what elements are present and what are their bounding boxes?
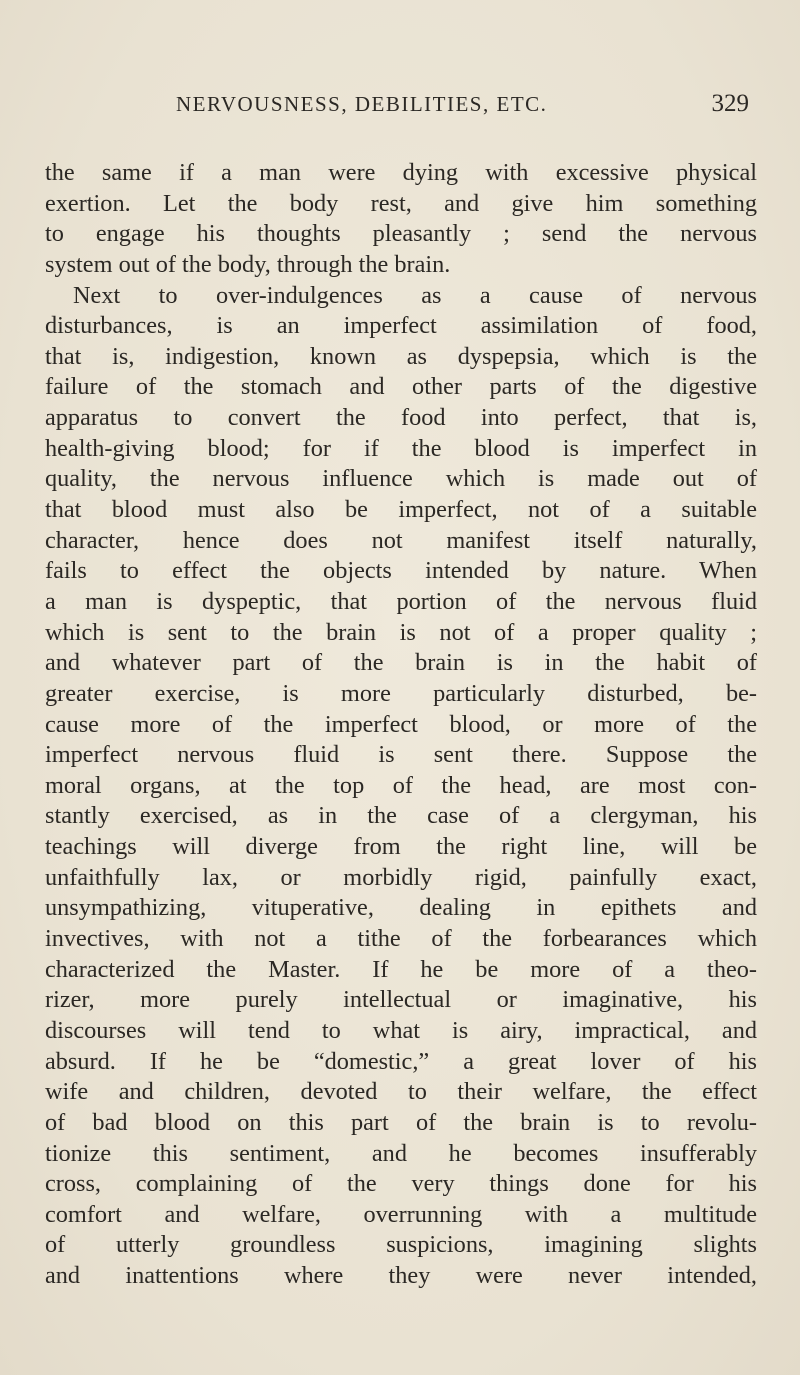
text-line: to engage his thoughts pleasantly ; send the nervous bbox=[45, 220, 757, 248]
text-line: which is sent to the brain is not of a proper quality ; bbox=[45, 618, 757, 646]
text-line: failure of the stomach and other parts of the digestive bbox=[45, 373, 757, 401]
text-line: rizer, more purely intellectual or imaginative, his bbox=[45, 986, 757, 1014]
text-line: a man is dyspeptic, that portion of the nervous fluid bbox=[45, 587, 757, 615]
text-line: and inattentions where they were never intended, bbox=[45, 1262, 757, 1290]
text-line: and whatever part of the brain is in the habit of bbox=[45, 649, 757, 677]
text-line: stantly exercised, as in the case of a clergyman, his bbox=[45, 802, 757, 830]
text-line: wife and children, devoted to their welfare, the effect bbox=[45, 1078, 757, 1106]
text-line: discourses will tend to what is airy, impractical, and bbox=[45, 1016, 757, 1044]
text-line: unsympathizing, vituperative, dealing in epithets and bbox=[45, 894, 757, 922]
text-line: exertion. Let the body rest, and give him something bbox=[45, 189, 757, 217]
text-line: greater exercise, is more particularly disturbed, be- bbox=[45, 679, 757, 707]
text-line: apparatus to convert the food into perfect, that is, bbox=[45, 404, 757, 432]
running-head bbox=[150, 92, 750, 132]
text-line: disturbances, is an imperfect assimilation of food, bbox=[45, 312, 757, 340]
text-line: invectives, with not a tithe of the forbearances which bbox=[45, 925, 757, 953]
text-line: the same if a man were dying with excessive physical bbox=[45, 159, 757, 186]
page-number: 329 bbox=[711, 90, 749, 117]
running-head-title: NERVOUSNESS, DEBILITIES, ETC. bbox=[176, 92, 548, 116]
text-line: that is, indigestion, known as dyspepsia, which is the bbox=[45, 342, 757, 370]
text-line: characterized the Master. If he be more of a theo- bbox=[45, 955, 757, 983]
text-line: cross, complaining of the very things done for his bbox=[45, 1170, 757, 1198]
body-text bbox=[45, 158, 757, 1292]
text-line: that blood must also be imperfect, not of a suitable bbox=[45, 496, 757, 524]
text-line: absurd. If he be “domestic,” a great lover of his bbox=[45, 1047, 757, 1075]
text-line: health-giving blood; for if the blood is imperfect in bbox=[45, 434, 757, 462]
text-line: of utterly groundless suspicions, imagining slights bbox=[45, 1231, 757, 1259]
text-line: character, hence does not manifest itself naturally, bbox=[45, 526, 757, 554]
text-line: of bad blood on this part of the brain is to revolu- bbox=[45, 1108, 757, 1136]
text-line: system out of the body, through the brain. bbox=[45, 250, 451, 278]
text-line: fails to effect the objects intended by nature. When bbox=[45, 557, 757, 585]
text-line: cause more of the imperfect blood, or more of the bbox=[45, 710, 757, 738]
text-line: moral organs, at the top of the head, are most con- bbox=[45, 771, 757, 799]
text-line: comfort and welfare, overrunning with a multitude bbox=[45, 1200, 757, 1228]
text-line: teachings will diverge from the right line, will be bbox=[45, 833, 757, 861]
paragraph-start-line: Next to over-indulgences as a cause of nervous bbox=[73, 281, 757, 309]
text-line: unfaithfully lax, or morbidly rigid, painfully exact, bbox=[45, 863, 757, 891]
text-line: quality, the nervous influence which is made out of bbox=[45, 465, 757, 493]
text-line: imperfect nervous fluid is sent there. Suppose the bbox=[45, 741, 757, 769]
text-line: tionize this sentiment, and he becomes insufferably bbox=[45, 1139, 757, 1167]
